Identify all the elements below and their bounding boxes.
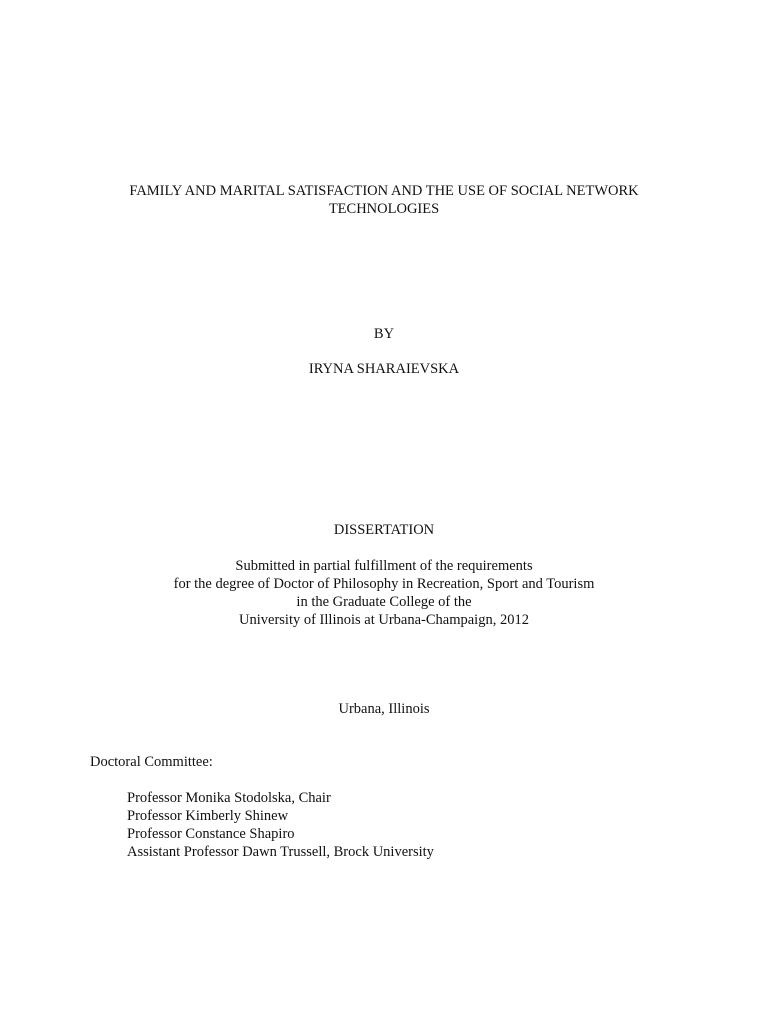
submission-line-2: for the degree of Doctor of Philosophy in Recreation, Sport and Tourism <box>173 576 595 592</box>
title-line-2: TECHNOLOGIES <box>328 201 440 217</box>
location: Urbana, Illinois <box>338 701 430 717</box>
author-name: IRYNA SHARAIEVSKA <box>308 361 460 377</box>
submission-line-1: Submitted in partial fulfillment of the requirements <box>235 558 533 574</box>
by-label: BY <box>373 326 395 342</box>
submission-line-4: University of Illinois at Urbana-Champaign, 2012 <box>239 612 529 628</box>
title-line-1: FAMILY AND MARITAL SATISFACTION AND THE USE OF SOCIAL NETWORK <box>129 183 639 199</box>
committee-member: Professor Monika Stodolska, Chair <box>127 790 331 806</box>
document-type: DISSERTATION <box>333 522 435 538</box>
submission-line-3: in the Graduate College of the <box>296 594 472 610</box>
committee-member: Assistant Professor Dawn Trussell, Brock University <box>127 844 434 860</box>
committee-heading: Doctoral Committee: <box>90 754 213 770</box>
committee-member: Professor Kimberly Shinew <box>127 808 289 824</box>
committee-member: Professor Constance Shapiro <box>127 826 295 842</box>
